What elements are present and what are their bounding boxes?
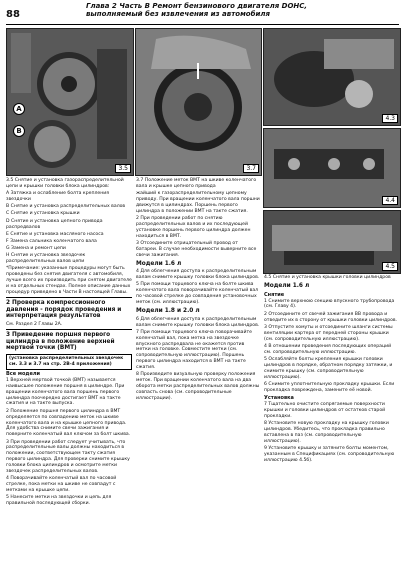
paragraph: 6 Снимите уплотнительную прокладку крышки. Если прокладка повреждена, замените её новой. [264, 381, 395, 393]
page-number: 88 [6, 9, 20, 20]
subheading-install: Установка [264, 394, 294, 401]
section-divider [6, 297, 132, 298]
photo-label: 4.5 [382, 262, 398, 271]
caption-3-5: 3.5 Снятие и установка газораспределительной цепи и крышки головки блока цилиндров: [6, 178, 124, 189]
paragraph: 4 Поворачивайте коленчатый вал по часовой стрелке, пока метки на шкиве не совпадут с метками на крышке цепи. [6, 476, 117, 494]
paragraph: 5 Нанесите метки на звездочки и цепь для правильной последующей сборки. [6, 495, 112, 507]
column-3 [264, 275, 399, 465]
page-header [6, 2, 399, 24]
crank-pulley-illustration [136, 29, 261, 175]
paragraph: 7 Тщательно очистите сопрягаемые поверхности крышки и головки цилиндров от остатков старой прокладки. [264, 401, 386, 419]
photo-3-7 [135, 28, 262, 176]
paragraph: 8 Произведите визуальную проверку положения меток. При вращении коленчатого вала на два оборота метки распределительных валов должны совпасть снова (см. сопроводительные иллюстрации). [136, 372, 260, 401]
head-cover-illustration [264, 211, 400, 273]
marker-b: B [13, 125, 25, 137]
paragraph: жайший к газораспределительному цепному приводу. При вращении коленчатого вала поршни движутся в цилиндрах. Поршень первого цилиндра в положении ВМТ на такте сжатия. [136, 191, 260, 214]
paragraph: 2 Положение поршня первого цилиндра в ВМТ определяется по совпадению меток на шкиве коленчатого вала и на крышке цепного привода. Для удобства снимите свечи зажигания и поверните коленчатый вал ключом за болт шкива. [6, 408, 131, 438]
paragraph: 5 При помощи торцевого ключа на болте шкива коленчатого вала поворачивайте коленчатый вал по часовой стрелке до совпадения установочных меток (см. иллюстрацию). [136, 282, 259, 306]
section-3-heading: 3 Приведение поршня первого цилиндра в положение верхней мертвой точки (ВМТ) [6, 332, 115, 352]
marker-a: A [13, 103, 25, 115]
subheading-all-models: Все модели [6, 370, 41, 377]
column-1 [6, 178, 132, 508]
heading-1-6: Модели 1.6 л [264, 282, 310, 289]
cam-cover-illustration [264, 129, 400, 207]
page-title-line1: Глава 2 Часть B Ремонт бензинового двигателя DOHC, [86, 2, 308, 10]
paragraph: 6 Для облегчения доступа к распределительным валам снимите крышку головки блока цилиндров. [136, 316, 260, 328]
photo-3-5 [6, 28, 134, 176]
section-2-heading: 2 Проверка компрессионного давления - порядок проведения и интерпретация результатов [6, 300, 122, 320]
photo-label: 4.3 [382, 114, 398, 123]
page-title [86, 2, 307, 18]
photo-4-4 [263, 128, 401, 208]
section-3-box: (установка распределительных звездочек см. 3.3 и 3.7 на стр. 2В-4 приложения) [6, 354, 132, 370]
note-paragraph: *Примечание: указанные процедуры могут быть проведены без снятия двигателя с автомобиля, лучше всего их производить при снятом двигателе и на отдельных стендах. Полное описание данных процедур приведено в Части B настоящей Главы. [6, 266, 132, 296]
paragraph: 4 В отношении проведения последующих операций см. сопроводительную иллюстрацию. [264, 343, 392, 355]
paragraph: 3 Отсоедините отрицательный провод от батареи. В случае необходимости выверните все свечи зажигания. [136, 240, 257, 258]
photo-label: 4.4 [382, 196, 398, 205]
engine-gear-illustration [7, 29, 133, 175]
heading-1-8-2-0: Модели 1.8 и 2.0 л [136, 308, 200, 314]
caption-4-5: 4.5 Снятие и установка крышки головки цилиндров [264, 275, 391, 280]
column-2 [136, 178, 260, 403]
heading-1-6: Модели 1.6 л [136, 260, 182, 267]
photo-4-3 [263, 28, 401, 126]
paragraph: 2 Отсоедините от свечей зажигания ВВ провода и отведите их в сторону от крышки головки цилиндров. [264, 311, 398, 323]
caption-item: E Снятие и установка масляного насоса [6, 231, 104, 237]
paragraph: 7 При помощи торцевого ключа поворачивайте коленчатый вал, пока метка на звездочке впускного распредвала не окажется против метки на головке. Совместите метки (см. сопроводительную иллюстрацию). Поршень первого цилиндра находится в ВМТ на такте сжатия. [136, 329, 252, 371]
caption-item: F Замена сальника коленчатого вала [6, 238, 97, 244]
photo-label: 3.5 [115, 164, 131, 173]
caption-item: H Снятие и установка звездочек распределительных валов цепи [6, 253, 86, 265]
header-rule [6, 24, 399, 25]
paragraph: 1 Снимите верхнюю секцию впускного трубопровода (см. Главу 4). [264, 298, 395, 310]
paragraph: 1 Верхней мертвой точкой (ВМТ) называется наивысшее положение поршня в цилиндре. При вращении коленчатого вала поршень первого цилиндра поочередно достигает ВМТ на такте сжатия и на такте выпуска. [6, 377, 125, 407]
caption-item: D Снятие и установка цепного привода распредвалов [6, 218, 103, 230]
paragraph: 9 Установите крышку и затяните болты моментом, указанным в Спецификациях (см. сопроводительную иллюстрацию 4.5б). [264, 445, 395, 463]
paragraph: 2 При проведении работ по снятию распределительных валов и их последующей установке поршень первого цилиндра должен находиться в ВМТ. [136, 216, 251, 239]
hose-clamp-illustration [264, 29, 400, 125]
paragraph: 3 Отпустите хомуты и отсоедините шланги системы вентиляции картера от передней стороны крышки (см. сопроводительную иллюстрацию). [264, 324, 393, 342]
paragraph: 4 Для облегчения доступа к распределительным валам снимите крышку головки блока цилиндров. [136, 269, 260, 281]
caption-item: A Затяжка и ослабление болта крепления звездочки [6, 191, 109, 203]
caption-3-7: 3.7 Положение меток ВМТ на шкиве коленчатого вала и крышке цепного привода [136, 178, 257, 189]
section-divider [6, 329, 132, 330]
subheading-removal: Снятие [264, 291, 285, 298]
paragraph: 5 Ослабляйте болты крепления крышки головки цилиндров в порядке, обратном порядку затяжки, и снимите крышку (см. сопроводительную иллюстрацию). [264, 356, 393, 380]
caption-item: B Снятие и установка распределительных валов [6, 204, 126, 210]
paragraph: 8 Установите новую прокладку на крышку головки цилиндров. Убедитесь, что прокладка правильно вставлена в паз (см. сопроводительную иллюстрацию). [264, 420, 389, 444]
section-2-text: См. Раздел 2 Главы 2А. [6, 322, 63, 328]
paragraph: 3 При проведении работ следует учитывать, что распределительные валы должны находиться в положении, соответствующем такту сжатия первого цилиндра. Для проверки снимите крышку головки блока цилиндров и осмотрите метки звездочек распределительных валов. [6, 439, 130, 475]
page-title-line2: выполняемый без извлечения из автомобиля [86, 10, 271, 18]
caption-item: C Снятие и установка крышки [6, 211, 80, 217]
caption-item: G Замена и ремонт цепи [6, 246, 66, 252]
photo-4-5 [263, 210, 401, 274]
photo-label: 3.7 [243, 164, 259, 173]
